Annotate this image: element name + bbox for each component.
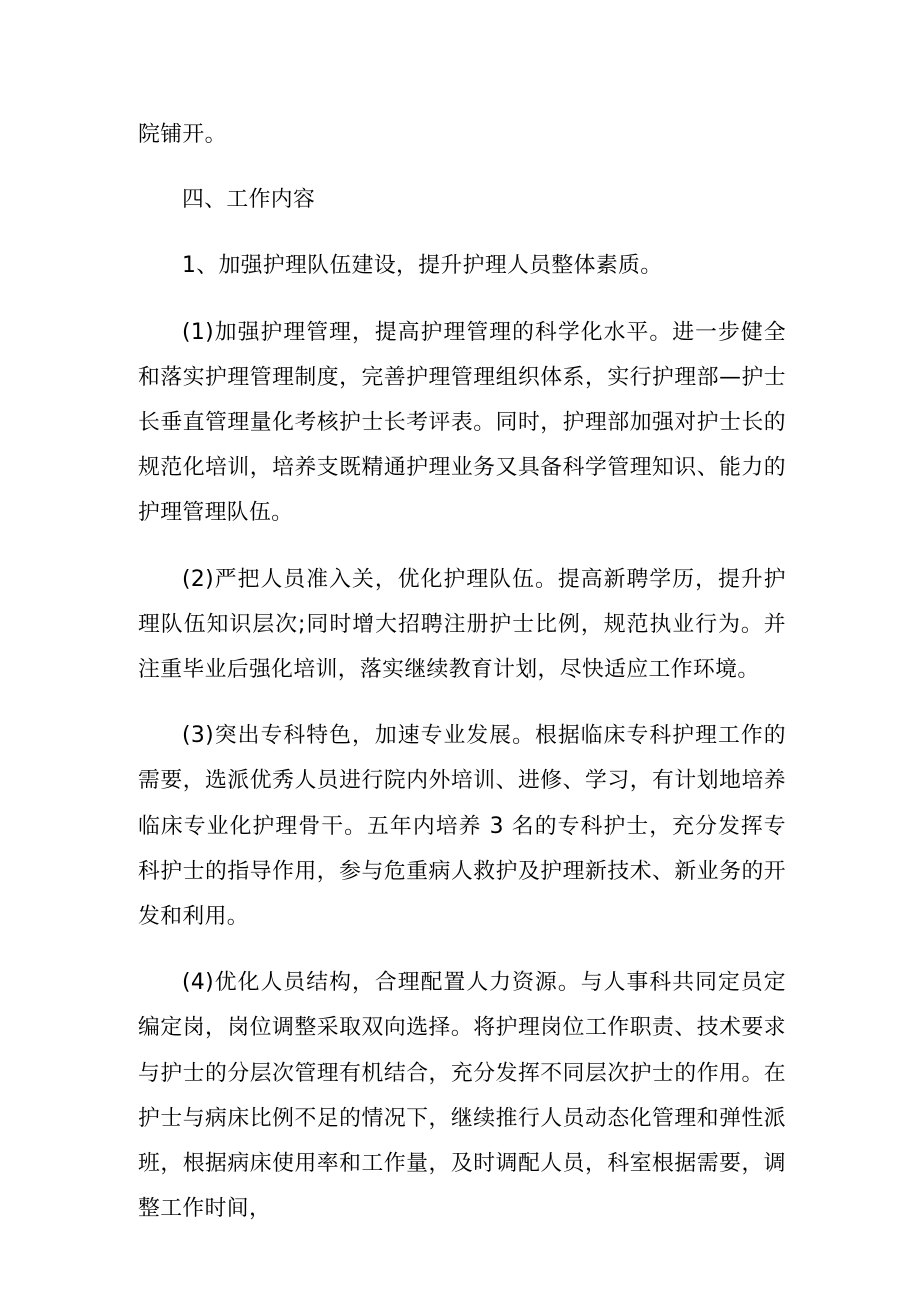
paragraph-sub-3: (3)突出专科特色，加速专业发展。根据临床专科护理工作的需要，选派优秀人员进行院内外培训、进修、学习，有计划地培养临床专业化护理骨干。五年内培养 3 名的专科护士，充分发挥专科护士的指导作用，参与危重病人救护及护理新技术、新业务的开发和利用。: [138, 723, 786, 930]
item-1-heading: 1、加强护理队伍建设，提升护理人员整体素质。: [182, 253, 663, 279]
paragraph-sub-1: (1)加强护理管理，提高护理管理的科学化水平。进一步健全和落实护理管理制度，完善护理管理组织体系，实行护理部—护士长垂直管理量化考核护士长考评表。同时，护理部加强对护士长的规范化培训，培养支既精通护理业务又具备科学管理知识、能力的护理管理队伍。: [138, 319, 786, 526]
paragraph-sub-4: (4)优化人员结构，合理配置人力资源。与人事科共同定员定编定岗，岗位调整采取双向选择。将护理岗位工作职责、技术要求与护士的分层次管理有机结合，充分发挥不同层次护士的作用。在护士与病床比例不足的情况下，继续推行人员动态化管理和弹性派班，根据病床使用率和工作量，及时调配人员，科室根据需要，调整工作时间，: [138, 970, 786, 1222]
document-body: [138, 112, 786, 1231]
paragraph-continuation: 院铺开。: [138, 122, 227, 147]
paragraph-sub-2: (2)严把人员准入关，优化护理队伍。提高新聘学历，提升护理队伍知识层次;同时增大招聘注册护士比例，规范执业行为。并注重毕业后强化培训，落实继续教育计划，尽快适应工作环境。: [138, 566, 786, 683]
section-heading-work-content: 四、工作内容: [182, 187, 316, 213]
